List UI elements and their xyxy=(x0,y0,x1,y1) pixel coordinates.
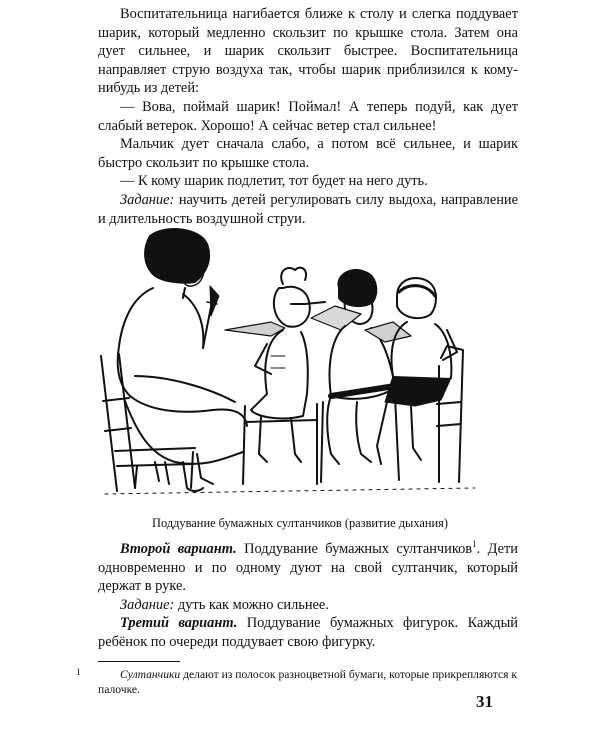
girl-with-bow xyxy=(225,268,325,462)
task-label: Задание: xyxy=(120,191,175,208)
task-text: дуть как можно сильнее. xyxy=(174,596,329,613)
figure-caption: Поддувание бумажных султанчиков (развитие дыхания) xyxy=(152,516,448,530)
variant-paragraph xyxy=(98,540,518,596)
boy-figure xyxy=(365,278,457,464)
teacher-figure xyxy=(118,229,247,491)
floor-line xyxy=(105,488,475,494)
illustration-teacher-and-children xyxy=(95,226,485,504)
footnote-number: 1 xyxy=(76,667,81,677)
variant-label: Второй вариант. xyxy=(120,541,237,557)
variant-text-continued: . Дети одновременно и по одному дуют на свой султанчик, который держат в руке. xyxy=(98,541,518,595)
top-text xyxy=(98,5,518,228)
teacher-chair xyxy=(101,354,195,491)
footnote-reference[interactable]: 1 xyxy=(472,539,477,550)
footnote-term: Султанчики xyxy=(120,668,181,681)
paragraph: Мальчик дует сначала слабо, а потом всё сильнее, и шарик быстро скользит по крышке стола. xyxy=(98,136,518,171)
girl-dark-hair-chair xyxy=(321,396,399,482)
footnote xyxy=(76,667,518,697)
task-text: научить детей регулировать силу выдоха, направление и длительность воздушной струи. xyxy=(98,191,518,227)
variant-text: Поддувание бумажных султанчиков xyxy=(236,541,473,557)
footnote-body: делают из полосок разноцветной бумаги, которые прикрепляются к палочке. xyxy=(98,668,518,696)
dialogue-paragraph: — К кому шарик подлетит, тот будет на него дуть. xyxy=(120,173,428,190)
task-paragraph xyxy=(98,596,518,615)
page-number: 31 xyxy=(476,692,493,711)
task-label: Задание: xyxy=(120,596,175,613)
girl-chair xyxy=(243,404,317,484)
variant-paragraph xyxy=(98,614,518,651)
bottom-text xyxy=(98,540,518,652)
footnote-rule xyxy=(98,661,180,662)
footnote-text xyxy=(98,667,518,697)
dialogue-paragraph: — Вова, поймай шарик! Поймал! А теперь подуй, как дует слабый ветерок. Хорошо! А сейчас ветер стал сильнее! xyxy=(98,98,518,134)
variant-label: Третий вариант. xyxy=(120,615,238,632)
task-paragraph xyxy=(98,191,518,228)
paragraph: Воспитательница нагибается ближе к столу и слегка поддувает шарик, который медленно скользит по крышке стола. Затем она дует сильнее, и шарик скользит быстрее. Воспитательница направляет струю воздуха так, чтобы шарик приблизился к кому-нибудь из детей: xyxy=(98,6,518,97)
variant-text: Поддувание бумажных фигурок. Каждый ребёнок по очереди поддувает свою фигурку. xyxy=(98,615,519,650)
girl-dark-hair xyxy=(311,270,395,464)
boy-chair xyxy=(437,346,463,482)
